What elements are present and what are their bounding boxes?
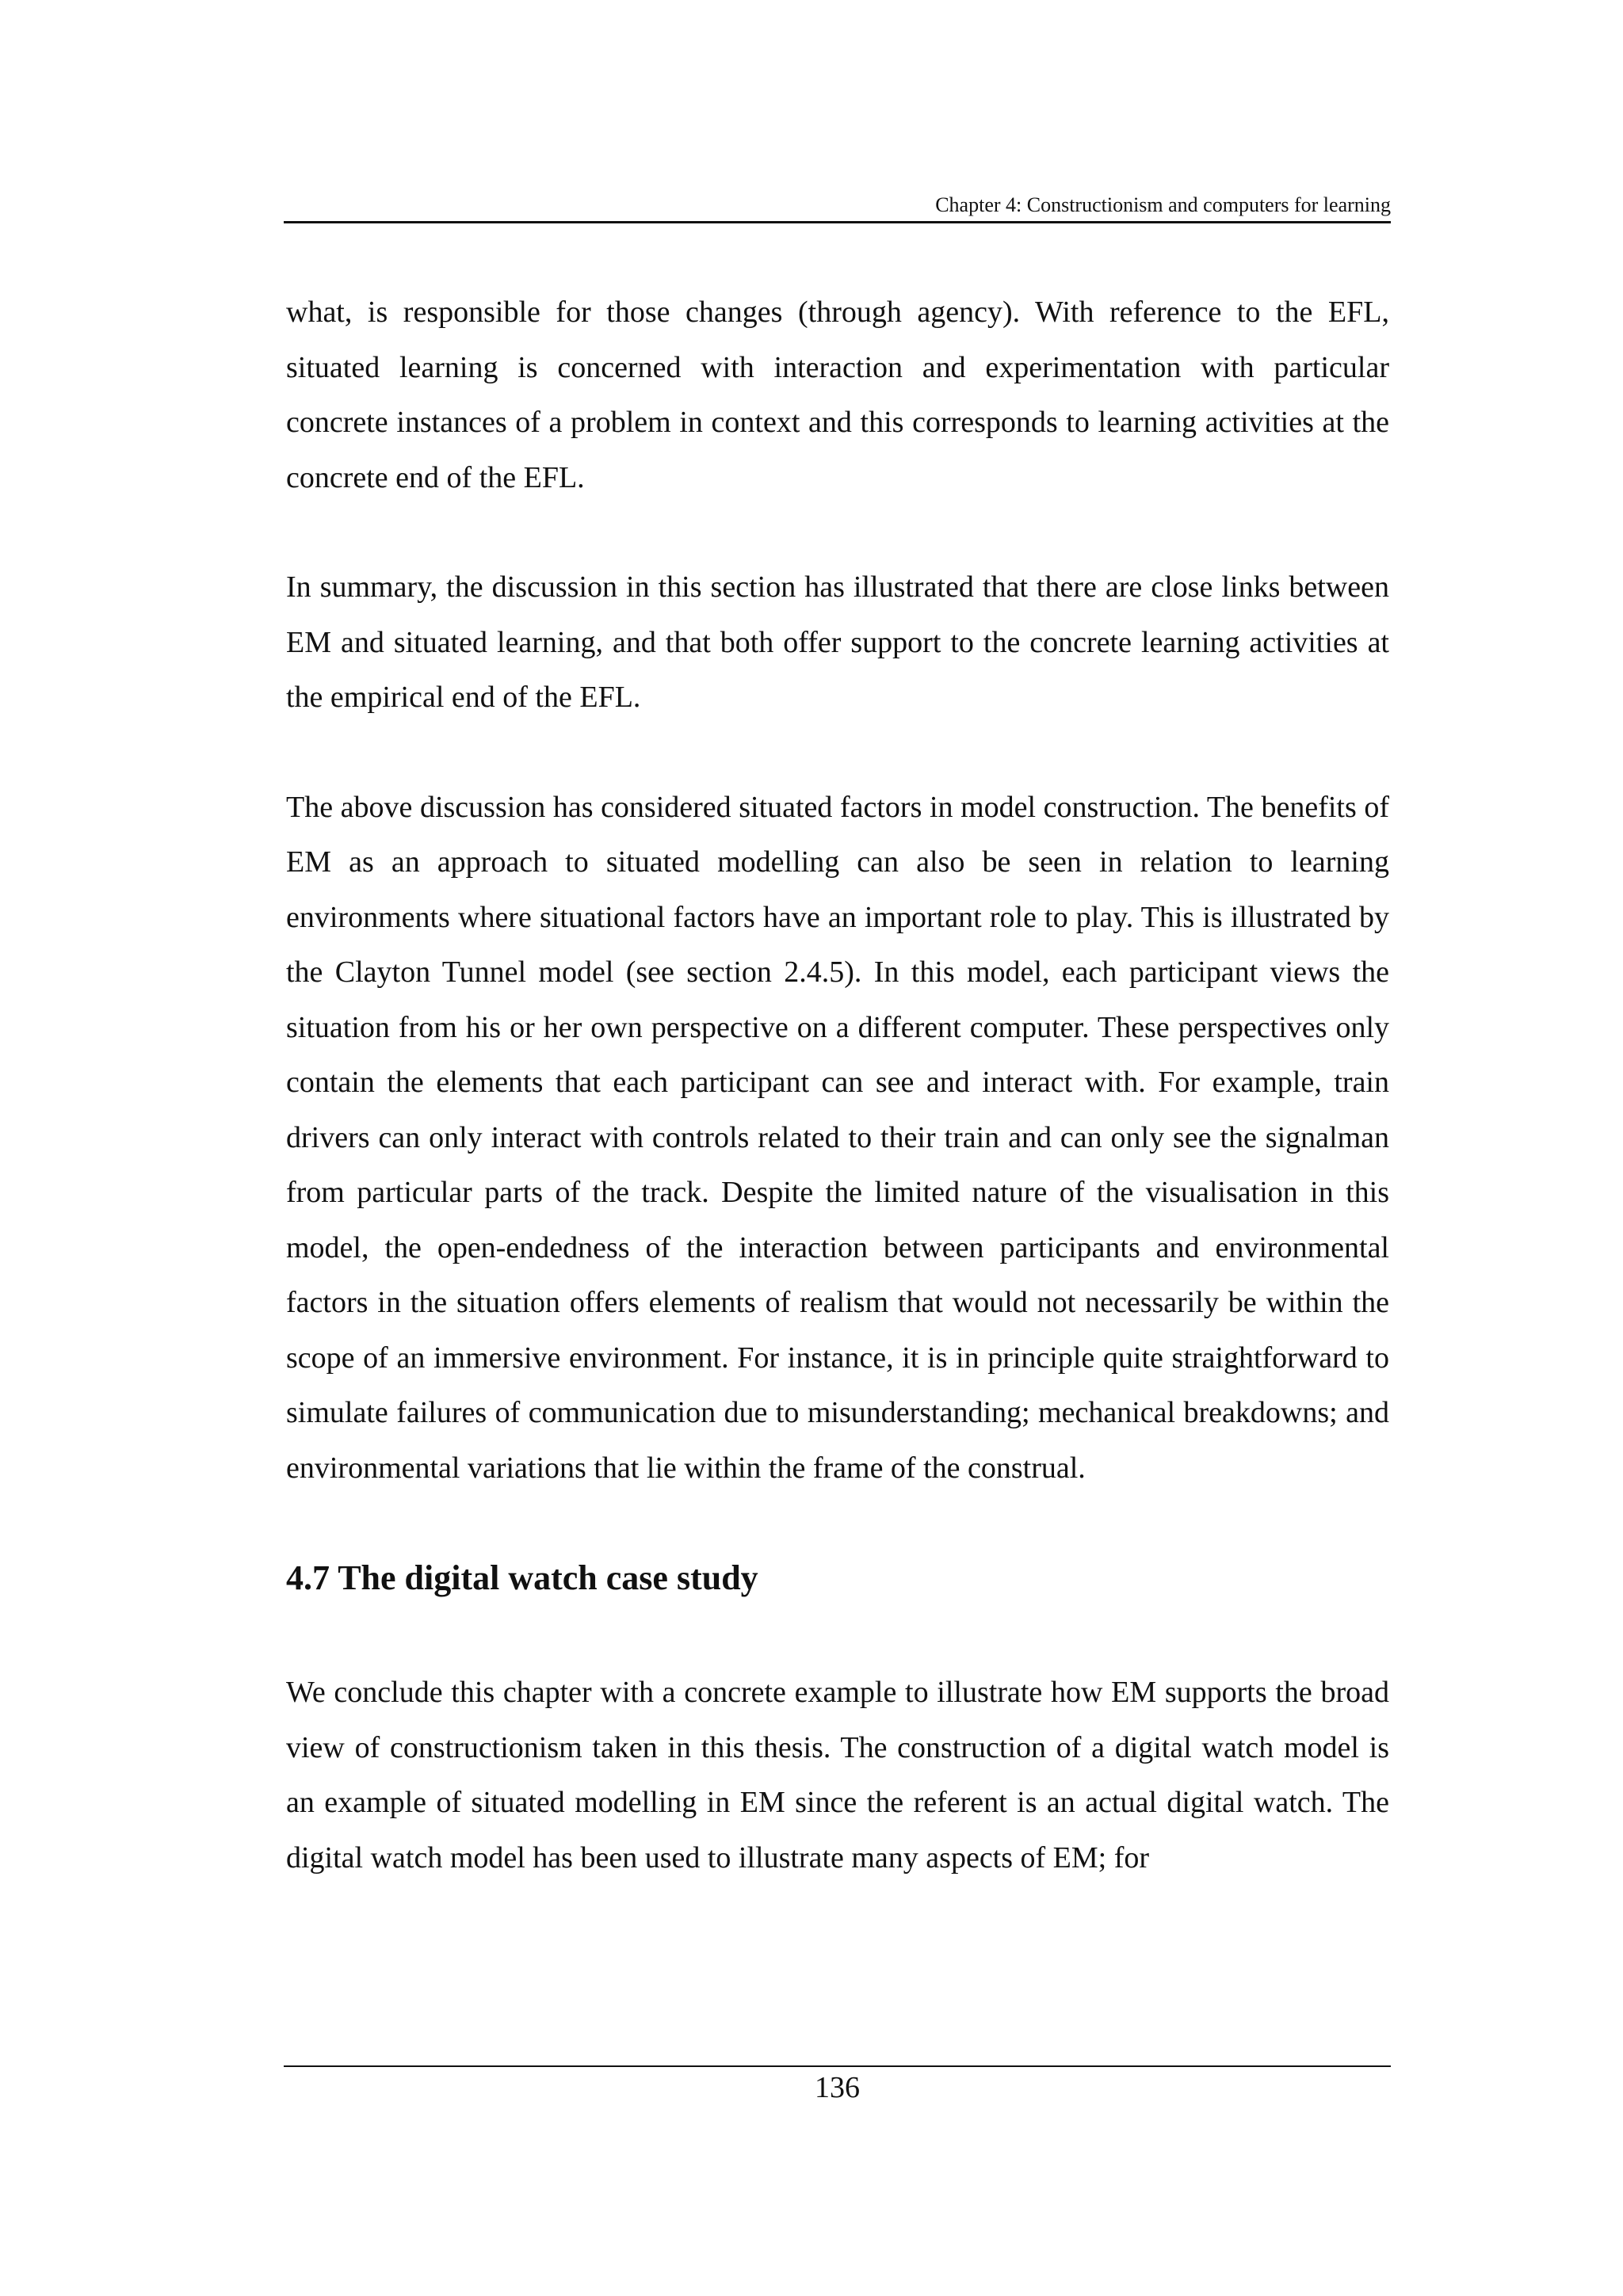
- paragraph-2: In summary, the discussion in this section has illustrated that there are close links between EM and situated learning, and that both offer support to the concrete learning activities at the empirical end of the EFL.: [286, 570, 1389, 714]
- section-heading: 4.7 The digital watch case study: [286, 1558, 758, 1597]
- page-number: 136: [815, 2071, 860, 2104]
- paragraph-3: The above discussion has considered situated factors in model construction. The benefits of EM as an approach to situated modelling can also be seen in relation to learning environments where situational factors have an important role to play. This is illustrated by the Clayton Tunnel model (see section 2.4.5). In this model, each participant views the situation from his or her own perspective on a different computer. These perspectives only contain the elements that each participant can see and interact with. For example, train drivers can only interact with controls related to their train and can only see the signalman from particular parts of the track. Despite the limited nature of the visualisation in this model, the open-endedness of the interaction between participants and environmental factors in the situation offers elements of realism that would not necessarily be within the scope of an immersive environment. For instance, it is in principle quite straightforward to simulate failures of communication due to misunderstanding; mechanical breakdowns; and environmental variations that lie within the frame of the construal.: [286, 790, 1389, 1485]
- footer-rule: [284, 2065, 1391, 2067]
- section-paragraph: We conclude this chapter with a concrete example to illustrate how EM supports the broad view of constructionism taken in this thesis. The construction of a digital watch model is an example of situated modelling in EM since the referent is an actual digital watch. The digital watch model has been used to illustrate many aspects of EM; for: [286, 1676, 1389, 1875]
- running-header: Chapter 4: Constructionism and computers for learning: [935, 193, 1391, 216]
- paragraph-1: what, is responsible for those changes (through agency). With reference to the EFL, situated learning is concerned with interaction and experimentation with particular concrete instances of a problem in context and this corresponds to learning activities at the concrete end of the EFL.: [286, 296, 1389, 494]
- header-rule: [284, 221, 1391, 223]
- page-body: [286, 285, 1389, 1886]
